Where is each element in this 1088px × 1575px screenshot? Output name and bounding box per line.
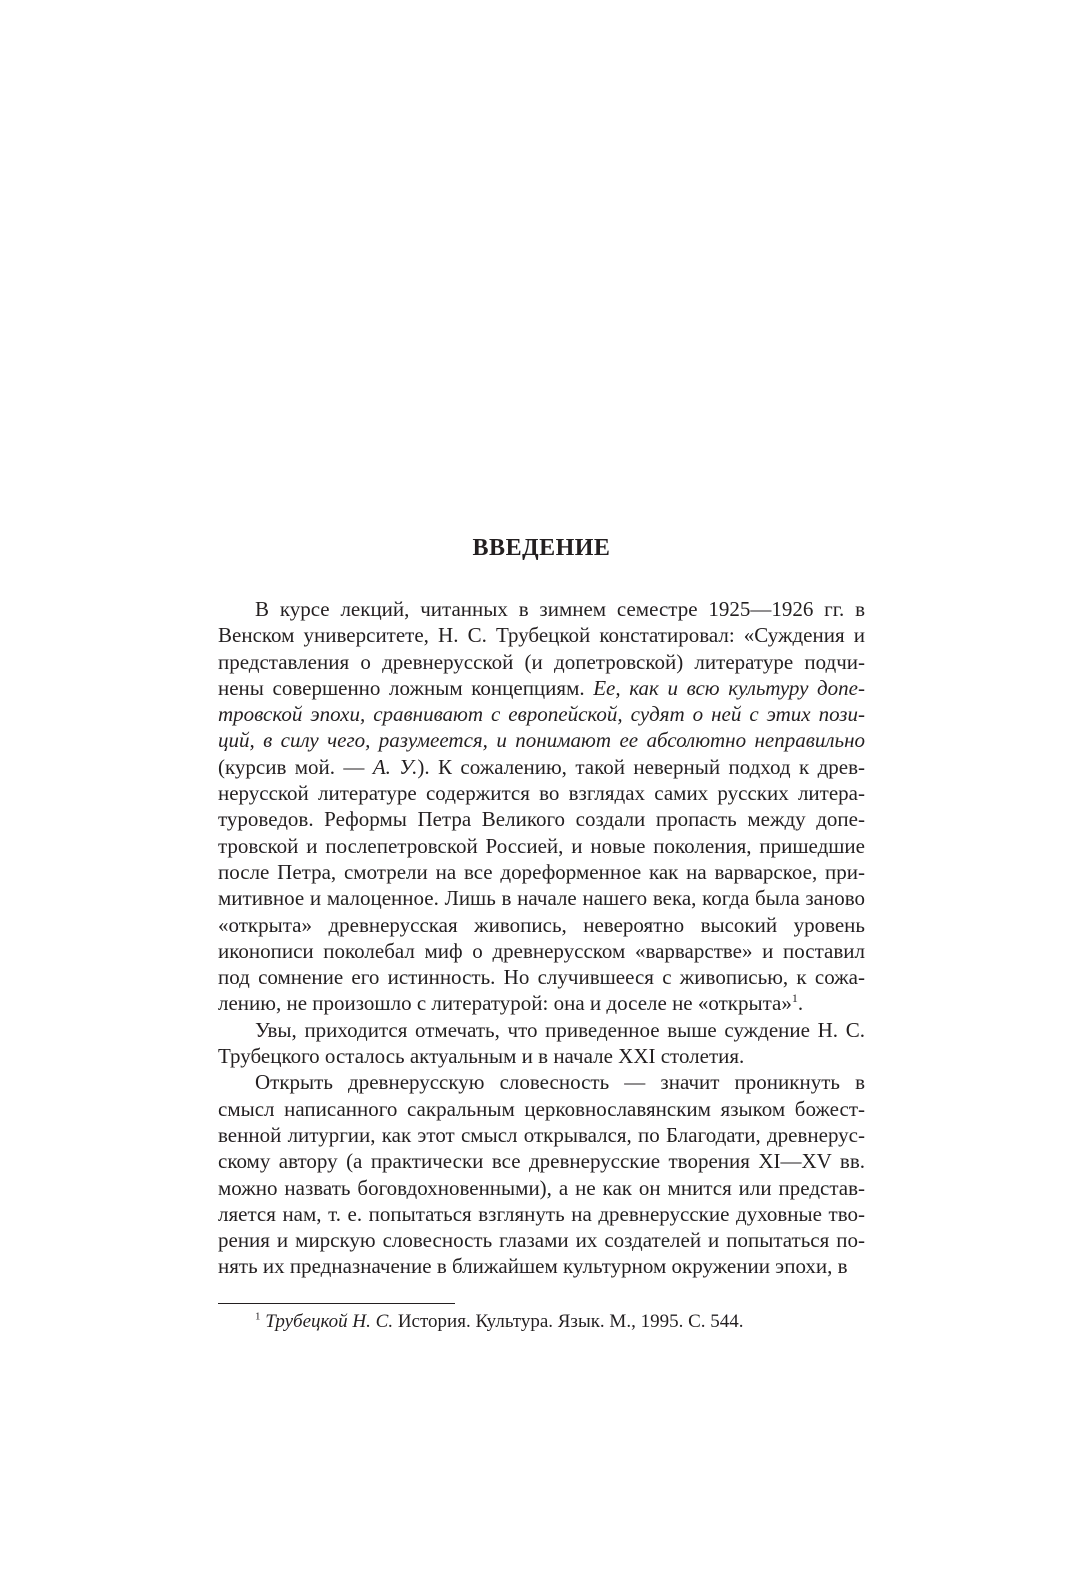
paragraph-3: Открыть древнерусскую словесность — значит проникнуть в смысл написанного сакральным церковнославянским языком божественной литургии, как этот смысл открывался, по Благодати, древнерусскому автору (а практически все древнерусские творения XI—XV вв. можно назвать боговдохновенными), а не как он мнится или представляется нам, т. е. попытаться взглянуть на древнерусские духовные творения и мирскую словесность глазами их создателей и попытаться понять их предназначение в ближайшем культурном окружении эпохи, в: [218, 1070, 865, 1279]
footnote-number: 1: [255, 1310, 261, 1323]
footnote-divider: [218, 1303, 455, 1304]
paragraph-1: [218, 596, 865, 1017]
author-initials: А. У.: [372, 754, 418, 779]
paragraph-1-text-b: (курсив мой. —: [218, 754, 373, 779]
body-text: [218, 596, 865, 1280]
chapter-title: ВВЕДЕНИЕ: [472, 535, 611, 561]
paragraph-1-text-a: В курсе лекций, читанных в зимнем семестре 1925—1926 гг. в Венском университете, Н. С. Трубецкой констатировал: «Суждения и представления о древнерусской (и допетровской) литературе подчинены совершенно ложным концепциям.: [218, 597, 865, 700]
paragraph-2: Увы, приходится отмечать, что приведенное выше суждение Н. С. Трубецкого осталось актуальным и в начале XXI столетия.: [218, 1017, 865, 1069]
footnote-author: Трубецкой Н. С.: [265, 1311, 394, 1332]
footnote-citation: История. Культура. Язык. М., 1995. С. 544.: [393, 1311, 744, 1332]
paragraph-1-end: .: [797, 991, 804, 1016]
paragraph-1-italic-quote: Ее, как и всю культуру допетровской эпохи, сравнивают с европейской, судят о ней с этих позиций, в силу чего, разумеется, и понимают ее абсолютно неправильно: [218, 675, 865, 753]
paragraph-1-text-c: ). К сожалению, такой неверный подход к древнерусской литературе содержится во взглядах самих русских литературоведов. Реформы Петра Великого создали пропасть между допетровской и послепетровской Россией, и новые поколения, пришедшие после Петра, смотрели на все дореформенное как на варварское, примитивное и малоценное. Лишь в начале нашего века, когда была заново «открыта» древнерусская живопись, невероятно высокий уровень иконописи поколебал миф о древнерусском «варварстве» и поставил под сомнение его истинность. Но случившееся с живописью, к сожалению, не произошло с литературой: она и доселе не «открыта»: [218, 754, 865, 1016]
footnote: [218, 1310, 865, 1334]
footnote-reference[interactable]: 1: [791, 991, 798, 1006]
